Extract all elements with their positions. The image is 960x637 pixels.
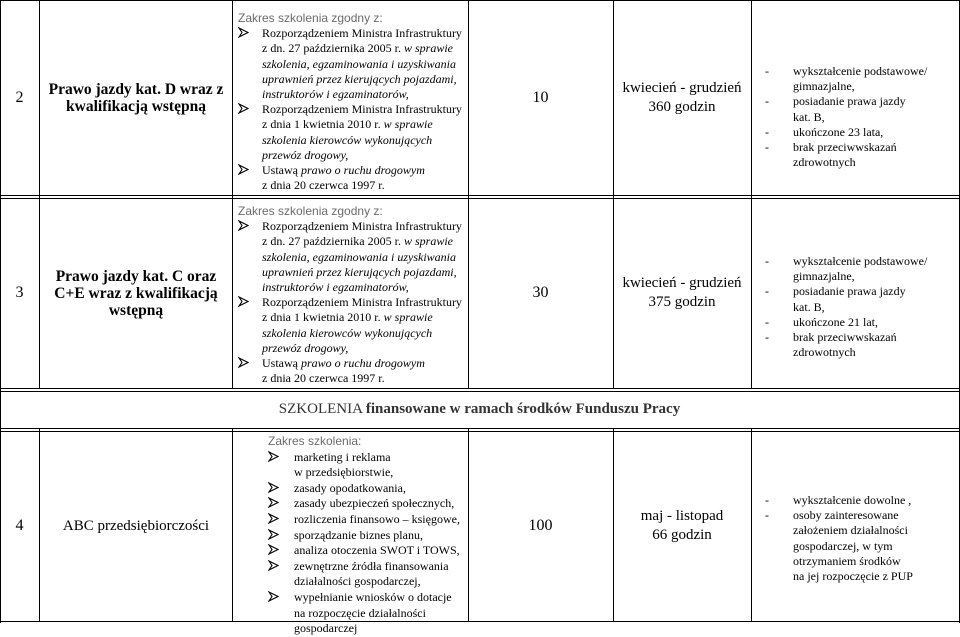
scope-text: na rozpoczęcie działalności [294,605,426,620]
scope-line [238,117,466,132]
scope-text-tail: prawo o ruchu drogowym [298,356,425,371]
requirement-text: brak przeciwwskazań [793,140,897,155]
scope-line [268,559,466,575]
arrowhead-bullet-icon [238,295,249,310]
scope-line [268,481,466,497]
dash-bullet: - [765,493,769,507]
arrowhead-bullet-icon [238,102,249,117]
row-number: 3 [15,284,24,301]
arrowhead-bullet-icon [268,543,279,559]
scope-text: rozliczenia finansowo – księgowe, [294,511,460,526]
requirement-text: kat. B, [793,299,825,314]
participants-count: 10 [532,88,549,106]
rule [39,428,40,622]
scope-text: z dnia 20 czerwca 1997 r. [262,371,385,386]
requirement-text: otrzymaniem środków [793,553,901,568]
row-number: 4 [15,517,24,534]
rule [0,428,960,429]
scope-text-tail: w sprawie [400,234,453,249]
scope-text: wypełnianie wniosków o dotacje [294,589,452,604]
scope-text: Rozporządzeniem Ministra Infrastruktury [262,295,462,310]
schedule [613,0,751,195]
scope-text: instruktorów i egzaminatorów, [262,280,409,295]
scope-line [268,450,466,466]
scope-line [238,178,466,193]
scope-text: z dnia 1 kwietnia 2010 r. [262,117,381,132]
arrowhead-bullet-icon [268,481,279,497]
scope-line [238,57,466,72]
scope-text: szkolenia kierowców wykonujących [262,325,433,340]
scope-line [238,341,466,356]
participants-count: 30 [532,284,549,301]
rule [0,621,960,622]
requirements-list [765,493,955,584]
scope-line [238,250,466,265]
scope-text: działalności gospodarczej, [294,574,421,589]
scope-text: w przedsiębiorstwie, [294,465,394,480]
course-name: Prawo jazdy kat. C oraz C+E wraz z kwalifikacją wstępną [54,267,218,319]
scope-text: instruktorów i egzaminatorów, [262,87,409,102]
arrowhead-bullet-icon [238,219,249,234]
participants-count: 100 [528,517,553,534]
dash-bullet: - [765,64,769,78]
scope-line [238,148,466,163]
scope-text: marketing i reklama [294,449,391,464]
rule [751,428,752,622]
scope-text: szkolenia, egzaminowania i uzyskiwania [262,249,456,264]
scope-line [268,574,466,590]
schedule [613,431,751,621]
scope-text-tail: w sprawie [380,117,433,132]
scope-text: uprawnień przez kierujących pojazdami, [262,71,457,86]
arrowhead-bullet-icon [238,163,249,178]
rule [751,0,752,389]
scope-text: zasady opodatkowania, [294,480,406,495]
scope-text-tail: w sprawie [380,310,433,325]
rule [0,388,960,389]
requirement-item [765,284,955,314]
scope-text: zasady ubezpieczeń społecznych, [294,496,455,511]
scope-text: Ustawą [262,163,298,178]
scope-line [238,265,466,280]
scope-text: analiza otoczenia SWOT i TOWS, [294,543,460,558]
scope-text: zewnętrzne źródła finansowania [294,558,449,573]
schedule [613,198,751,388]
rule [232,428,233,622]
requirement-text: ukończone 21 lat, [793,314,878,329]
requirement-text: brak przeciwwskazań [793,330,897,345]
scope-line [238,219,466,234]
scope-text: szkolenia, egzaminowania i uzyskiwania [262,56,456,71]
scope-text: przewóz drogowy, [262,147,349,162]
requirement-text: posiadanie prawa jazdy [793,94,906,109]
rule [0,195,960,196]
dash-bullet: - [765,314,769,329]
requirement-text: wykształcenie dowolne , [793,493,912,507]
arrowhead-bullet-icon [268,512,279,528]
scope-line [268,543,466,559]
requirement-item [765,125,955,140]
requirement-text: wykształcenie podstawowe/ [793,64,928,78]
hours: 360 godzin [648,98,716,115]
requirement-text: zdrowotnych [793,345,856,360]
arrowhead-bullet-icon [238,356,249,371]
scope-title: Zakres szkolenia zgodny z: [238,204,383,218]
arrowhead-bullet-icon [238,26,249,41]
training-scope [238,204,466,386]
requirement-text: na jej rozpoczęcie z PUP [793,569,913,584]
requirement-item [765,64,955,94]
scope-line [238,163,466,178]
banner-prefix: SZKOLENIA [278,401,366,417]
scope-line [238,26,466,41]
scope-line [238,102,466,117]
requirement-item [765,330,955,360]
hours: 66 godzin [652,527,712,543]
scope-text: z dn. 27 października 2005 r. [262,234,401,249]
arrowhead-bullet-icon [268,590,279,606]
scope-text: szkolenia kierowców wykonujących [262,132,433,147]
scope-line [268,621,466,637]
training-scope [238,11,466,193]
course-name: ABC przedsiębiorczości [62,517,210,534]
scope-line [268,606,466,622]
requirements-list [765,254,955,360]
requirement-text: gimnazjalne, [793,79,855,94]
scope-line [238,295,466,310]
scope-text: uprawnień przez kierujących pojazdami, [262,264,457,279]
period: kwiecień - grudzień [622,275,742,291]
period: kwiecień - grudzień [622,79,742,96]
scope-text: Rozporządzeniem Ministra Infrastruktury [262,26,462,41]
requirement-text: zdrowotnych [793,155,856,170]
scope-line [238,356,466,371]
scope-line [268,512,466,528]
scope-text: Rozporządzeniem Ministra Infrastruktury [262,102,462,117]
scope-text: z dnia 1 kwietnia 2010 r. [262,310,381,325]
scope-text: Rozporządzeniem Ministra Infrastruktury [262,219,462,234]
scope-line [268,590,466,606]
dash-bullet: - [765,140,769,155]
requirement-item [765,315,955,330]
scope-text: gospodarczej [294,621,358,636]
dash-bullet: - [765,124,769,139]
banner-bold: finansowane w ramach środków Funduszu Pracy [365,401,681,417]
requirement-item [765,493,955,508]
scope-text: sporządzanie biznes planu, [294,527,423,542]
scope-line [268,465,466,481]
scope-line [238,310,466,325]
scope-text-tail: prawo o ruchu drogowym [298,163,425,178]
scope-title: Zakres szkolenia: [268,434,362,448]
period: maj - listopad [640,508,724,524]
requirement-item [765,140,955,170]
scope-line [268,496,466,512]
scope-line [268,528,466,544]
dash-bullet: - [765,94,769,109]
requirement-text: posiadanie prawa jazdy [793,284,906,299]
dash-bullet: - [765,330,769,345]
rule [39,0,40,389]
requirement-text: osoby zainteresowane [793,508,899,523]
requirement-text: gospodarczej, w tym [793,538,893,553]
dash-bullet: - [765,508,769,523]
scope-text: z dnia 20 czerwca 1997 r. [262,178,385,193]
scope-line [238,234,466,249]
requirement-text: ukończone 23 lata, [793,124,884,139]
requirement-text: gimnazjalne, [793,269,855,284]
scope-line [238,72,466,87]
scope-title: Zakres szkolenia zgodny z: [238,11,383,25]
arrowhead-bullet-icon [268,450,279,466]
requirement-text: założeniem działalności [793,523,908,538]
scope-line [238,87,466,102]
course-name: Prawo jazdy kat. D wraz z kwalifikacją wstępną [48,80,224,115]
dash-bullet: - [765,254,769,268]
row-number: 2 [15,88,24,106]
hours: 375 godzin [648,294,716,310]
arrowhead-bullet-icon [268,496,279,512]
arrowhead-bullet-icon [268,528,279,544]
scope-text: przewóz drogowy, [262,340,349,355]
rule [232,0,233,389]
arrowhead-bullet-icon [268,559,279,575]
scope-line [238,371,466,386]
scope-text-tail: w sprawie [400,41,453,56]
requirement-item [765,508,955,584]
dash-bullet: - [765,284,769,299]
section-banner [0,391,959,428]
requirement-text: wykształcenie podstawowe/ [793,254,928,268]
scope-text: z dn. 27 października 2005 r. [262,41,401,56]
scope-line [238,133,466,148]
requirement-item [765,94,955,124]
requirements-list [765,64,955,170]
scope-line [238,326,466,341]
requirement-text: kat. B, [793,109,825,124]
requirement-item [765,254,955,284]
training-scope [268,434,466,637]
scope-line [238,41,466,56]
scope-line [238,280,466,295]
scope-text: Ustawą [262,356,298,371]
